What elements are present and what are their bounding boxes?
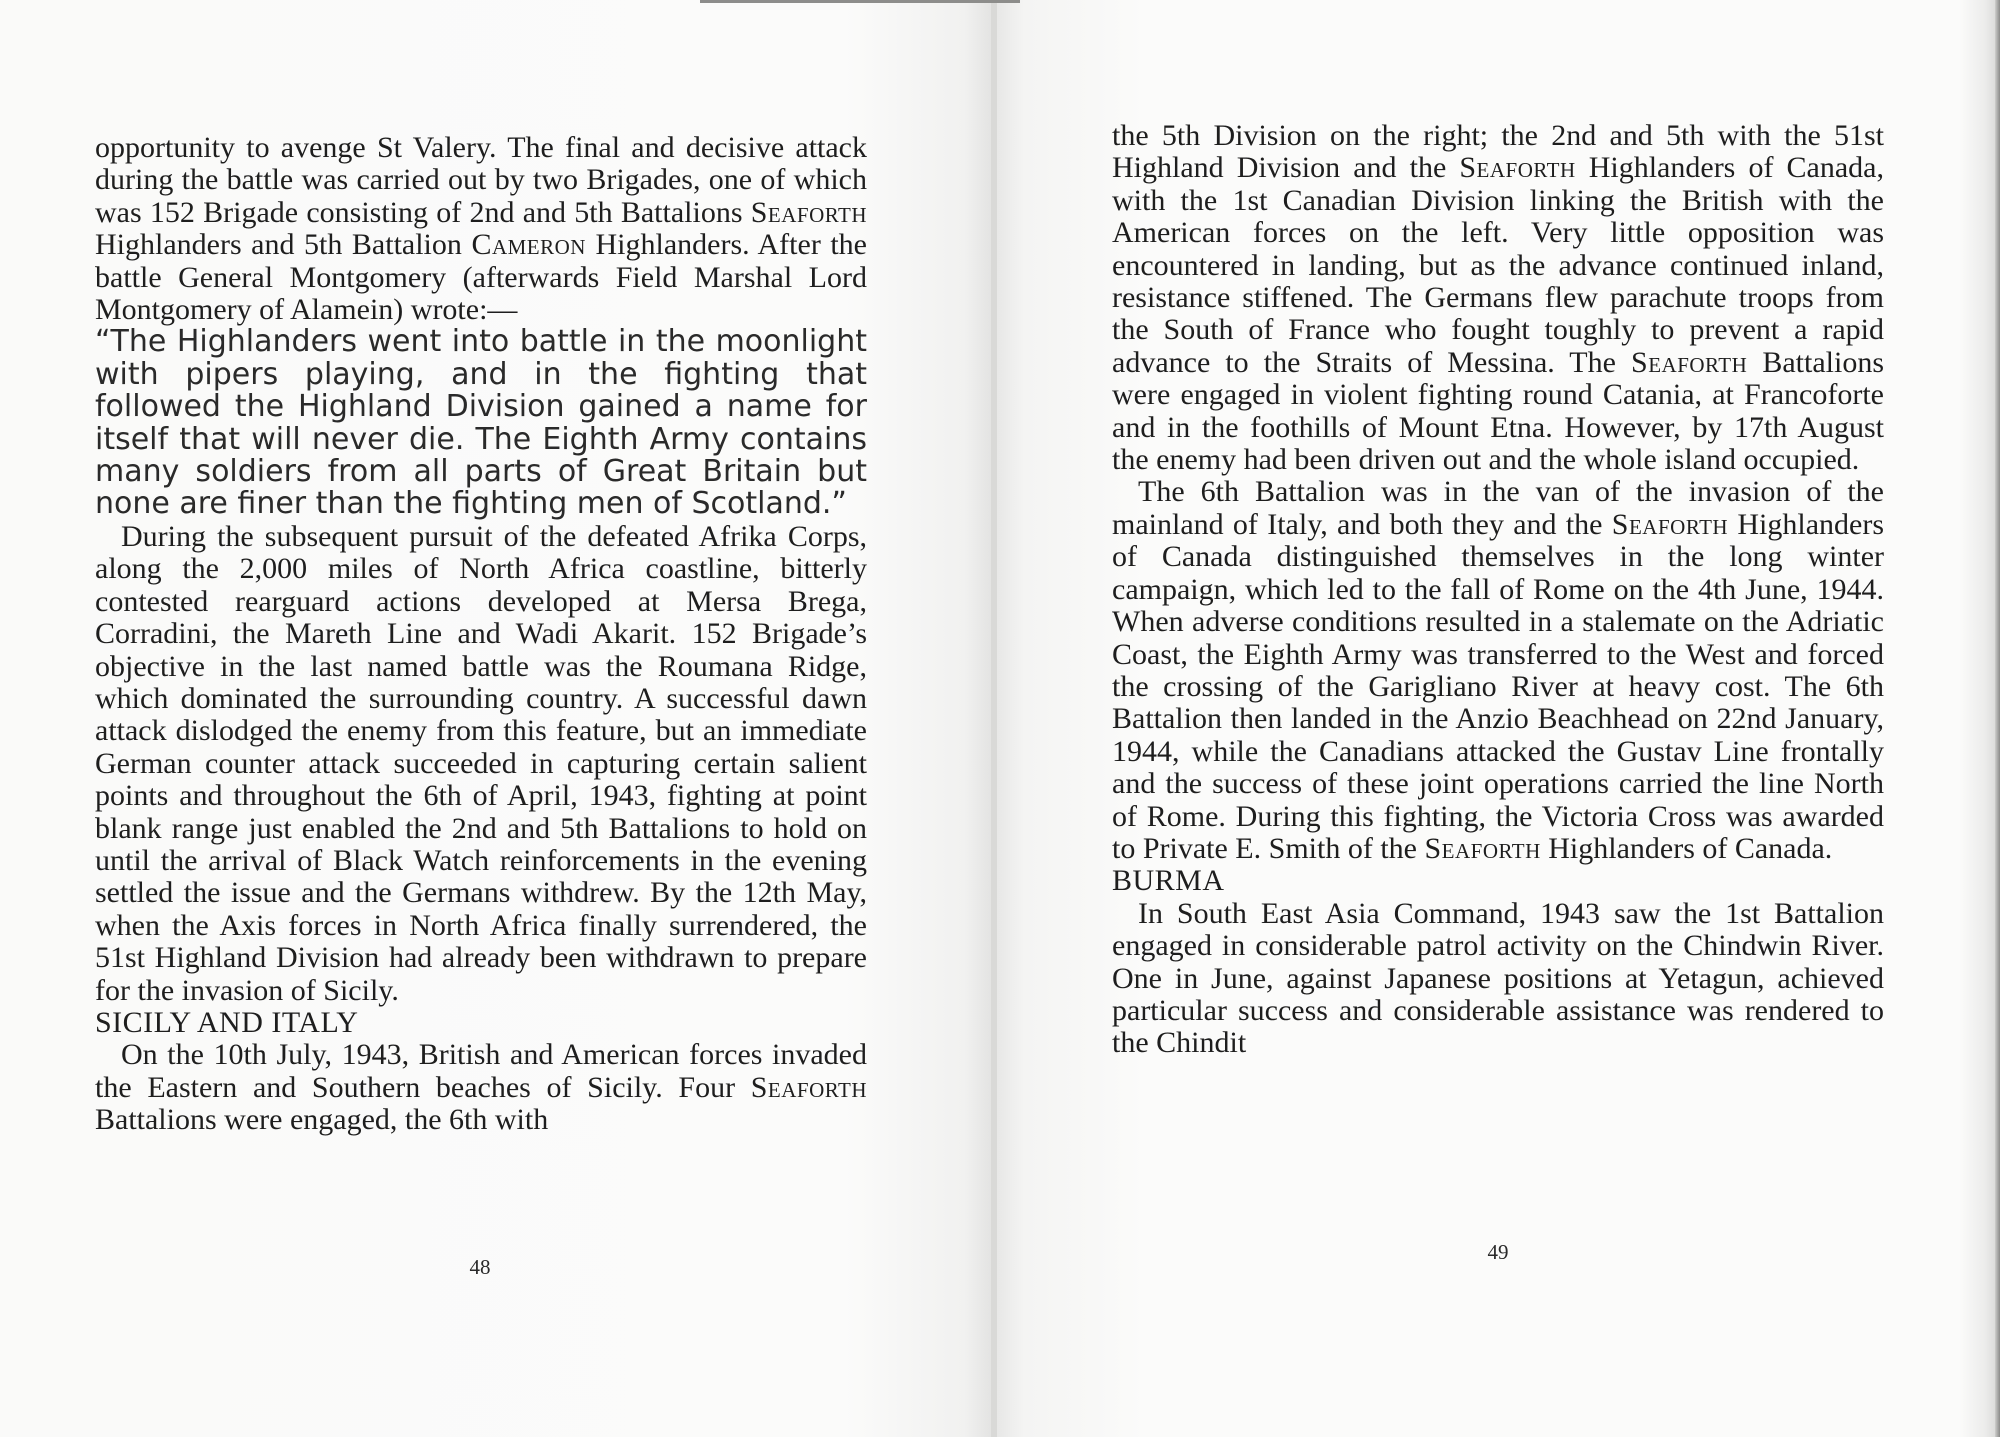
right-paragraph-1: the 5th Division on the right; the 2nd and 5th with the 51st Highland Division and the Seaforth Highlanders of Canada, with the 1st Canadian Division linking the British with the American forces on the left. Very little opposition was encountered in landing, but as the advance continued inland, resistance stiffened. The Germans flew parachute troops from the South of France who fought toughly to prevent a rapid advance to the Straits of Messina. The Seaforth Battalions were engaged in violent fighting round Catania, at Francoforte and in the foothills of Mount Etna. However, by 17th August the enemy had been driven out and the whole island occupied. [1112, 119, 1885, 477]
page-number-right: 49 [1487, 1240, 1509, 1264]
regiment-name: Seaforth [1424, 831, 1541, 865]
book-gutter [991, 0, 997, 1437]
regiment-name: Seaforth [1459, 151, 1576, 185]
regiment-name: Seaforth [1631, 345, 1748, 379]
book-right-edge [1995, 0, 2000, 1437]
regiment-name: Seaforth [750, 195, 867, 229]
right-paragraph-2: The 6th Battalion was in the van of the invasion of the mainland of Italy, and both they and the Seaforth Highlanders of Canada distinguished themselves in the long winter campaign, which led to the fall of Rome on the 4th June, 1944. When adverse conditions resulted in a stalemate on the Adriatic Coast, the Eighth Army was transferred to the West and forced the crossing of the Garigliano River at heavy cost. The 6th Battalion then landed in the Anzio Beachhead on 22nd January, 1944, while the Canadians attacked the Gustav Line frontally and the success of these joint operations carried the line North of Rome. During this fighting, the Victoria Cross was awarded to Private E. Smith of the Seaforth Highlanders of Canada. [1112, 475, 1884, 865]
left-paragraph-2: During the subsequent pursuit of the defeated Afrika Corps, along the 2,000 miles of North Africa coastline, bitterly contested rearguard actions developed at Mersa Brega, Corradini, the Mareth Line and Wadi Akarit. 152 Brigade’s objective in the last named battle was the Roumana Ridge, which dominated the surrounding country. A successful dawn attack dislodged the enemy from this feature, but an immediate German counter attack succeeded in capturing certain salient points and throughout the 6th of April, 1943, fighting at point blank range just enabled the 2nd and 5th Battalions to hold on until the arrival of Black Watch reinforcements in the evening settled the issue and the Germans withdrew. By the 12th May, when the Axis forces in North Africa finally surrendered, the 51st Highland Division had already been withdrawn to prepare for the invasion of Sicily. [95, 519, 867, 1007]
section-heading-burma: BURMA [1112, 864, 1225, 898]
left-paragraph-3: On the 10th July, 1943, British and American forces invaded the Eastern and Southern beaches of Sicily. Four Seaforth Battalions were engaged, the 6th with [95, 1038, 867, 1137]
left-page-text [95, 132, 867, 1137]
right-page-text [1112, 120, 1884, 1060]
page-top-edge [700, 0, 1020, 3]
left-paragraph-1: opportunity to avenge St Valery. The final and decisive attack during the battle was carried out by two Brigades, one of which was 152 Brigade consisting of 2nd and 5th Battalions Seaforth Highlanders and 5th Battalion Cameron Highlanders. After the battle General Montgomery (afterwards Field Marshal Lord Montgomery of Alamein) wrote:— [95, 131, 868, 327]
section-heading-sicily-italy: SICILY AND ITALY [95, 1005, 359, 1039]
regiment-name: Cameron [471, 228, 586, 262]
right-paragraph-3: In South East Asia Command, 1943 saw the 1st Battalion engaged in considerable patrol activity on the Chindwin River. One in June, against Japanese positions at Yetagun, achieved particular success and considerable assistance was rendered to the Chindit [1112, 896, 1884, 1060]
regiment-name: Seaforth [1611, 507, 1729, 541]
regiment-name: Seaforth [750, 1070, 867, 1104]
montgomery-quote: “The Highlanders went into battle in the moonlight with pipers playing, and in the fighting that followed the Highland Division gained a name for itself that will never die. The Eighth Army contains many soldiers from all parts of Great Britain but none are finer than the fighting men of Scotland.” [95, 324, 867, 522]
page-number-left: 48 [469, 1255, 491, 1279]
